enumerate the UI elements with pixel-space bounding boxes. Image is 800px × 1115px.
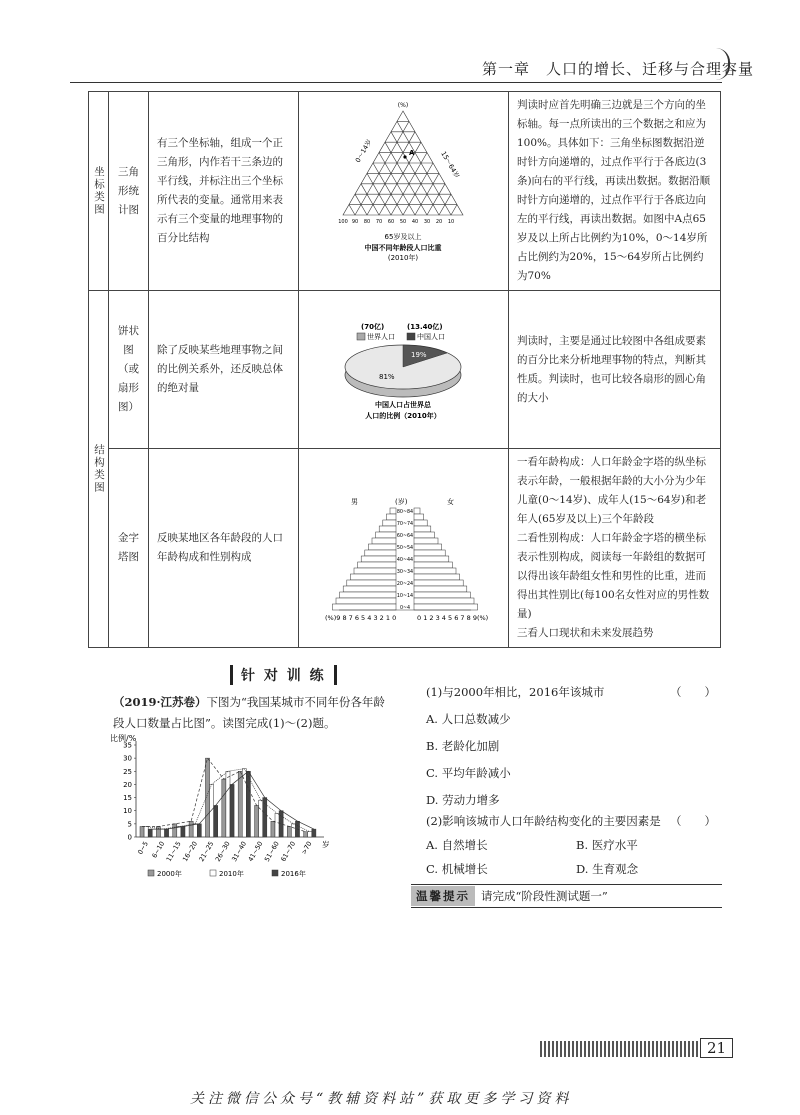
pyr-method-1: 一看年龄构成：人口年龄金字塔的纵坐标表示年龄，一般根据年龄的大小分为少年儿童(0～14岁)、成年人(15～64岁)和老年人(65岁及以上)三个年龄段	[517, 456, 707, 525]
chart-ytick-label: 0	[127, 833, 132, 842]
tri-pct: (%)	[397, 101, 409, 109]
bar-2010年	[177, 826, 181, 837]
legend-swatch	[272, 870, 278, 876]
pyr-bar-male	[340, 592, 396, 598]
tri-gridline	[379, 142, 421, 215]
training-intro-text: 下图为“我国某城市不同年份各年龄段人口数量占比图”。读图完成(1)～(2)题。	[113, 695, 385, 730]
legend-swatch	[210, 870, 216, 876]
bar-2010年	[242, 769, 246, 837]
tri-tick: 50	[399, 218, 407, 225]
tri-gridline	[355, 121, 409, 215]
bar-2016年	[214, 805, 218, 837]
pyr-age-label: 80~84	[396, 509, 414, 515]
chart-xtick-label: 0~5	[136, 840, 150, 856]
tri-tick: 90	[351, 218, 359, 225]
pyr-bar-female	[414, 574, 460, 580]
pyr-age-label: 50~54	[396, 545, 414, 551]
category-struct: 结构类图	[89, 291, 109, 648]
pyr-age-label: 10~14	[396, 593, 414, 599]
q1-paren: （ ）	[670, 685, 716, 699]
chart-xtick-label: 61~70	[279, 840, 298, 864]
pyr-bar-female	[414, 526, 431, 532]
training-intro	[113, 692, 395, 734]
chart-ytick-label: 15	[123, 794, 132, 803]
pyr-bar-male	[386, 514, 396, 520]
legend-china-swatch	[407, 333, 415, 340]
row-type-pie: 饼状图（或扇形图）	[109, 291, 149, 449]
pie-figure-cell	[299, 291, 509, 449]
tri-caption: 中国不同年龄段人口比重	[364, 243, 442, 252]
tri-left-axis: 0～14岁	[353, 137, 374, 164]
pyr-bar-female	[414, 544, 442, 550]
chart-xtick-label: 51~60	[262, 840, 281, 864]
legend-label: 2016年	[281, 870, 306, 878]
pie-right-value: (13.40亿)	[407, 323, 443, 331]
bar-2016年	[312, 829, 316, 837]
bar-2010年	[291, 824, 295, 837]
q2-stem: (2)影响该城市人口年龄结构变化的主要因素是	[426, 814, 661, 828]
bar-2000年	[189, 821, 193, 837]
tri-right-axis: 15～64岁	[439, 149, 461, 180]
pyr-method-2: 二看性别构成：人口年龄金字塔的横坐标表示性别构成，阅读每一年龄组的数据可以得出该年龄组女性和男性的比重，进而得出其性别比(每100名女性对应的男性数量)	[517, 532, 710, 620]
tri-tick: 80	[363, 218, 371, 225]
row-type-pyramid: 金字塔图	[109, 449, 149, 648]
pyr-bar-female	[414, 514, 424, 520]
pyr-bar-male	[379, 526, 396, 532]
q1-stem: (1)与2000年相比，2016年该城市	[426, 685, 605, 699]
chapter-title: 第一章 人口的增长、迁移与合理容量	[482, 60, 755, 78]
pyr-bar-male	[368, 544, 396, 550]
category-coord: 坐标类图	[89, 92, 109, 291]
tri-gridline	[349, 204, 355, 214]
pyr-bar-male	[372, 538, 396, 544]
row-use-triangle: 有三个坐标轴，组成一个正三角形，内作若干三条边的平行线，并标注出三个坐标所代表的变量。通常用来表示有三个变量的地理事物的百分比结构	[149, 92, 299, 291]
legend-world-swatch	[357, 333, 365, 340]
header-rule	[70, 82, 722, 83]
row-use-pie: 除了反映某些地理事物之间的比例关系外，还反映总体的绝对量	[149, 291, 299, 449]
q1-option-a[interactable]: A. 人口总数减少	[426, 712, 511, 726]
pyr-bar-male	[358, 562, 396, 568]
row-type-triangle: 三角形统计图	[109, 92, 149, 291]
tri-point-a	[403, 155, 406, 158]
bar-2016年	[230, 784, 234, 837]
bar-2010年	[259, 800, 263, 837]
bar-2016年	[246, 771, 250, 837]
tri-point-label: A	[409, 148, 415, 157]
pyr-age-label: 40~44	[396, 557, 414, 563]
bar-2010年	[144, 826, 148, 837]
bar-2010年	[210, 784, 214, 837]
q2-option-d[interactable]: D. 生育观念	[576, 862, 639, 876]
pyr-x-left: (%)9 8 7 6 5 4 3 2 1 0	[325, 613, 397, 622]
pyr-bar-male	[383, 520, 396, 526]
chart-xtick-label: 16~20	[181, 840, 200, 864]
bar-2010年	[193, 824, 197, 837]
pyr-unit: (岁)	[395, 497, 408, 506]
chart-ytick-label: 30	[123, 754, 132, 763]
q1-option-c[interactable]: C. 平均年龄减小	[426, 766, 511, 780]
pyramid-chart	[299, 452, 507, 638]
pie-left-value: (70亿)	[361, 323, 385, 331]
pyr-bar-male	[347, 580, 396, 586]
bar-2000年	[304, 832, 308, 837]
pie-caption-2: 人口的比例（2010年）	[365, 412, 441, 420]
bar-2000年	[173, 824, 177, 837]
tri-tick: 20	[435, 218, 443, 225]
chart-ytick-label: 10	[123, 807, 132, 816]
bar-2000年	[287, 826, 291, 837]
chart-xtick-label: 26~30	[213, 840, 232, 864]
pyr-bar-female	[414, 562, 452, 568]
pyr-bar-female	[414, 586, 467, 592]
tri-gridline	[373, 163, 403, 215]
pyr-x-right: 0 1 2 3 4 5 6 7 8 9(%)	[417, 613, 489, 622]
pyr-age-label: 20~24	[396, 581, 414, 587]
bar-2016年	[181, 826, 185, 837]
tri-tick: 40	[411, 218, 419, 225]
training-source: （2019·江苏卷）	[113, 695, 207, 709]
chart-xtick-label: 6~10	[150, 840, 167, 860]
footer-note: 关注微信公众号“教辅资料站”获取更多学习资料	[190, 1091, 573, 1107]
tri-year: (2010年)	[387, 253, 419, 262]
pyr-bar-female	[414, 538, 438, 544]
page-number: 21	[700, 1038, 733, 1058]
legend-world: 世界人口	[367, 333, 395, 341]
chart-ytick-label: 25	[123, 767, 132, 776]
tri-bottom-axis: 65岁及以上	[384, 232, 422, 241]
bar-2010年	[226, 771, 230, 837]
tri-tick: 100	[338, 218, 348, 225]
tri-gridline	[397, 121, 451, 215]
bar-2000年	[271, 821, 275, 837]
pyr-bar-male	[336, 598, 396, 604]
q1-option-b[interactable]: B. 老龄化加剧	[426, 739, 500, 753]
bar-2016年	[279, 811, 283, 837]
pyr-bar-female	[414, 568, 456, 574]
bar-2000年	[255, 805, 259, 837]
tri-tick: 30	[423, 218, 431, 225]
pyr-age-label: 0~4	[399, 605, 411, 611]
tri-tick: 10	[447, 218, 455, 225]
pyr-age-label: 30~34	[396, 569, 414, 575]
row-method-pie: 判读时，主要是通过比较图中各组成要素的百分比来分析地理事物的特点，判断其性质。判读时，也可比较各扇形的圆心角的大小	[509, 291, 721, 449]
pyr-bar-female	[414, 598, 474, 604]
pyr-bar-female	[414, 508, 420, 514]
training-title: 针 对 训 练	[230, 665, 337, 685]
pyr-bar-female	[414, 592, 470, 598]
tri-gridline	[403, 163, 433, 215]
pyr-bar-male	[361, 556, 396, 562]
pyramid-figure-cell	[299, 449, 509, 648]
page-stripe	[540, 1041, 700, 1057]
q2-paren: （ ）	[670, 814, 716, 828]
tip-text: 请完成“阶段性测试题一”	[481, 889, 608, 903]
triangle-figure-cell	[299, 92, 509, 291]
chart-ytick-label: 20	[123, 780, 132, 789]
bar-2010年	[275, 813, 279, 837]
pyr-bar-male	[376, 532, 396, 538]
legend-china: 中国人口	[417, 333, 445, 341]
pyr-age-label: 60~64	[396, 533, 414, 539]
row-use-pyramid: 反映某地区各年龄段的人口年龄构成和性别构成	[149, 449, 299, 648]
pyr-bar-male	[365, 550, 396, 556]
legend-swatch	[148, 870, 154, 876]
triangle-chart	[299, 93, 507, 283]
pyr-age-label: 70~74	[396, 521, 414, 527]
row-method-pyramid	[509, 449, 721, 648]
bar-2000年	[238, 771, 242, 837]
bar-2016年	[197, 824, 201, 837]
q2-option-a[interactable]: A. 自然增长	[426, 838, 488, 852]
bar-2016年	[148, 829, 152, 837]
pyr-bar-male	[332, 604, 396, 610]
chart-ylabel: 比例/%	[110, 734, 137, 743]
pyr-bar-female	[414, 604, 478, 610]
chart-ytick-label: 35	[123, 741, 132, 750]
q2-option-b[interactable]: B. 医疗水平	[576, 838, 638, 852]
legend-label: 2000年	[157, 870, 182, 878]
q1-option-d[interactable]: D. 劳动力增多	[426, 793, 500, 807]
pyr-bar-female	[414, 580, 463, 586]
pie-caption-1: 中国人口占世界总	[375, 401, 431, 409]
pyr-bar-male	[390, 508, 396, 514]
pie-big-pct: 81%	[379, 373, 395, 381]
tip-label: 温馨提示	[411, 886, 475, 906]
tri-gridline	[385, 142, 427, 215]
bar-2016年	[165, 829, 169, 837]
pyr-female: 女	[447, 497, 454, 506]
pyr-bar-female	[414, 520, 427, 526]
bar-2010年	[308, 832, 312, 837]
bar-2000年	[140, 826, 144, 837]
pyr-bar-female	[414, 550, 445, 556]
bar-2000年	[222, 779, 226, 837]
chart-type-table	[88, 91, 721, 648]
chart-ytick-label: 5	[127, 820, 132, 829]
pyr-bar-male	[354, 568, 396, 574]
chart-xlabel: 岁	[322, 840, 330, 849]
pyr-bar-male	[350, 574, 396, 580]
pyr-bar-female	[414, 532, 434, 538]
population-bar-chart	[108, 733, 354, 883]
chart-xtick-label: 41~50	[246, 840, 265, 864]
pie-chart	[299, 291, 507, 441]
tip-box	[411, 884, 722, 908]
chart-xtick-label: >70	[299, 840, 314, 856]
pie-small-pct: 19%	[411, 351, 427, 359]
tri-gridline	[451, 204, 457, 214]
pyr-bar-female	[414, 556, 449, 562]
bar-2010年	[160, 829, 164, 837]
tri-tick: 60	[387, 218, 395, 225]
chart-xtick-label: 21~25	[197, 840, 216, 864]
pyr-male: 男	[351, 497, 358, 506]
pyr-method-3: 三看人口现状和未来发展趋势	[517, 627, 654, 639]
legend-label: 2010年	[219, 870, 244, 878]
pyr-bar-male	[343, 586, 396, 592]
chart-xtick-label: 31~40	[230, 840, 249, 864]
row-method-triangle: 判读时应首先明确三边就是三个方向的坐标轴。每一点所读出的三个数据之和应为100%。具体如下：三角坐标图数据沿逆时针方向递增的，过点作平行于各底边(3条)向右的平行线，再读出数据。数据沿顺时针方向递增的，过点作平行于各底边向左的平行线，再读出数据。如图中A点65岁及以上所占比例约为10%，0～14岁所占比例约为20%，15～64岁所占比例约为70%	[509, 92, 721, 291]
q2-option-c[interactable]: C. 机械增长	[426, 862, 488, 876]
chart-xtick-label: 11~15	[164, 840, 183, 864]
tri-tick: 70	[375, 218, 383, 225]
